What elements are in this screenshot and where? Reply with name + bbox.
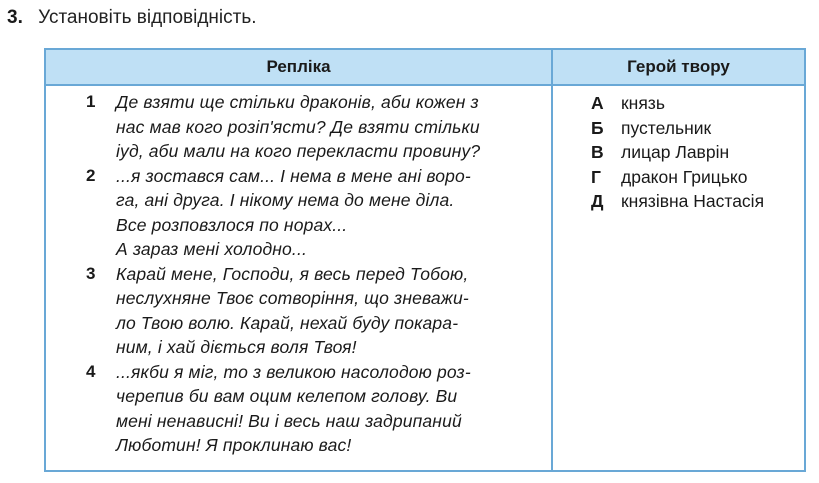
replica-line: неслухняне Твоє сотворіння, що зневажи-: [116, 288, 469, 308]
replica-line: ним, і хай діється воля Твоя!: [116, 337, 357, 357]
hero-letter: А: [591, 93, 604, 113]
hero-name: лицар Лаврін: [621, 142, 730, 163]
hero-item: [591, 91, 806, 116]
hero-item: [591, 165, 806, 190]
replica-item: [46, 90, 551, 164]
hero-item: [591, 140, 806, 165]
replica-line: мені ненависні! Ви і весь наш задрипаний: [116, 410, 462, 431]
hero-item: [591, 116, 806, 141]
hero-letter: Б: [591, 117, 604, 138]
replica-number: 3: [86, 263, 96, 283]
replica-item: [46, 164, 551, 262]
hero-name: князівна Настасія: [621, 191, 765, 212]
hero-column-header: Герой твору: [627, 57, 730, 76]
table-header-row: [46, 50, 804, 86]
hero-name: пустельник: [621, 117, 712, 138]
column-divider: [551, 50, 553, 470]
task-number: 3.: [7, 7, 23, 28]
replica-number: 1: [86, 92, 96, 111]
task-instruction: Установіть відповідність.: [38, 7, 257, 28]
matching-table: [44, 48, 806, 472]
replica-line: Люботин! Я проклинаю вас!: [116, 435, 352, 455]
replica-line: Карай мене, Господи, я весь перед Тобою,: [116, 263, 469, 284]
replica-line: нас мав кого розіп'ясти? Де взяти стільки: [116, 116, 480, 137]
task-header: [7, 6, 257, 30]
replica-line: іуд, аби мали на кого перекласти провину?: [116, 141, 481, 161]
replica-number: 4: [86, 361, 96, 381]
hero-letter: Д: [591, 191, 604, 212]
hero-list: [591, 91, 806, 214]
replica-line: ло Твою волю. Карай, нехай буду покара-: [116, 312, 459, 333]
replica-line: черепив би вам оцим келепом голову. Ви: [116, 386, 458, 406]
replica-line: Де взяти ще стільки драконів, аби кожен з: [116, 92, 479, 112]
hero-name: дракон Грицько: [621, 166, 748, 187]
replica-line: А зараз мені холодно...: [116, 239, 307, 259]
hero-name: князь: [621, 93, 665, 113]
replica-line: Все розповзлося по норах...: [116, 214, 348, 235]
replica-line: ...я зостався сам... І нема в мене ані воро-: [116, 165, 471, 186]
replica-number: 2: [86, 165, 96, 185]
replica-item: [46, 360, 551, 458]
replica-line: ...якби я міг, то з великою насолодою роз-: [116, 361, 471, 382]
replica-item: [46, 262, 551, 360]
hero-item: [591, 189, 806, 214]
replica-column-header: Репліка: [266, 57, 331, 76]
hero-letter: Г: [591, 166, 601, 187]
replica-line: га, ані друга. І нікому нема до мене діла.: [116, 190, 455, 210]
hero-letter: В: [591, 142, 604, 163]
replica-list: [46, 90, 551, 458]
